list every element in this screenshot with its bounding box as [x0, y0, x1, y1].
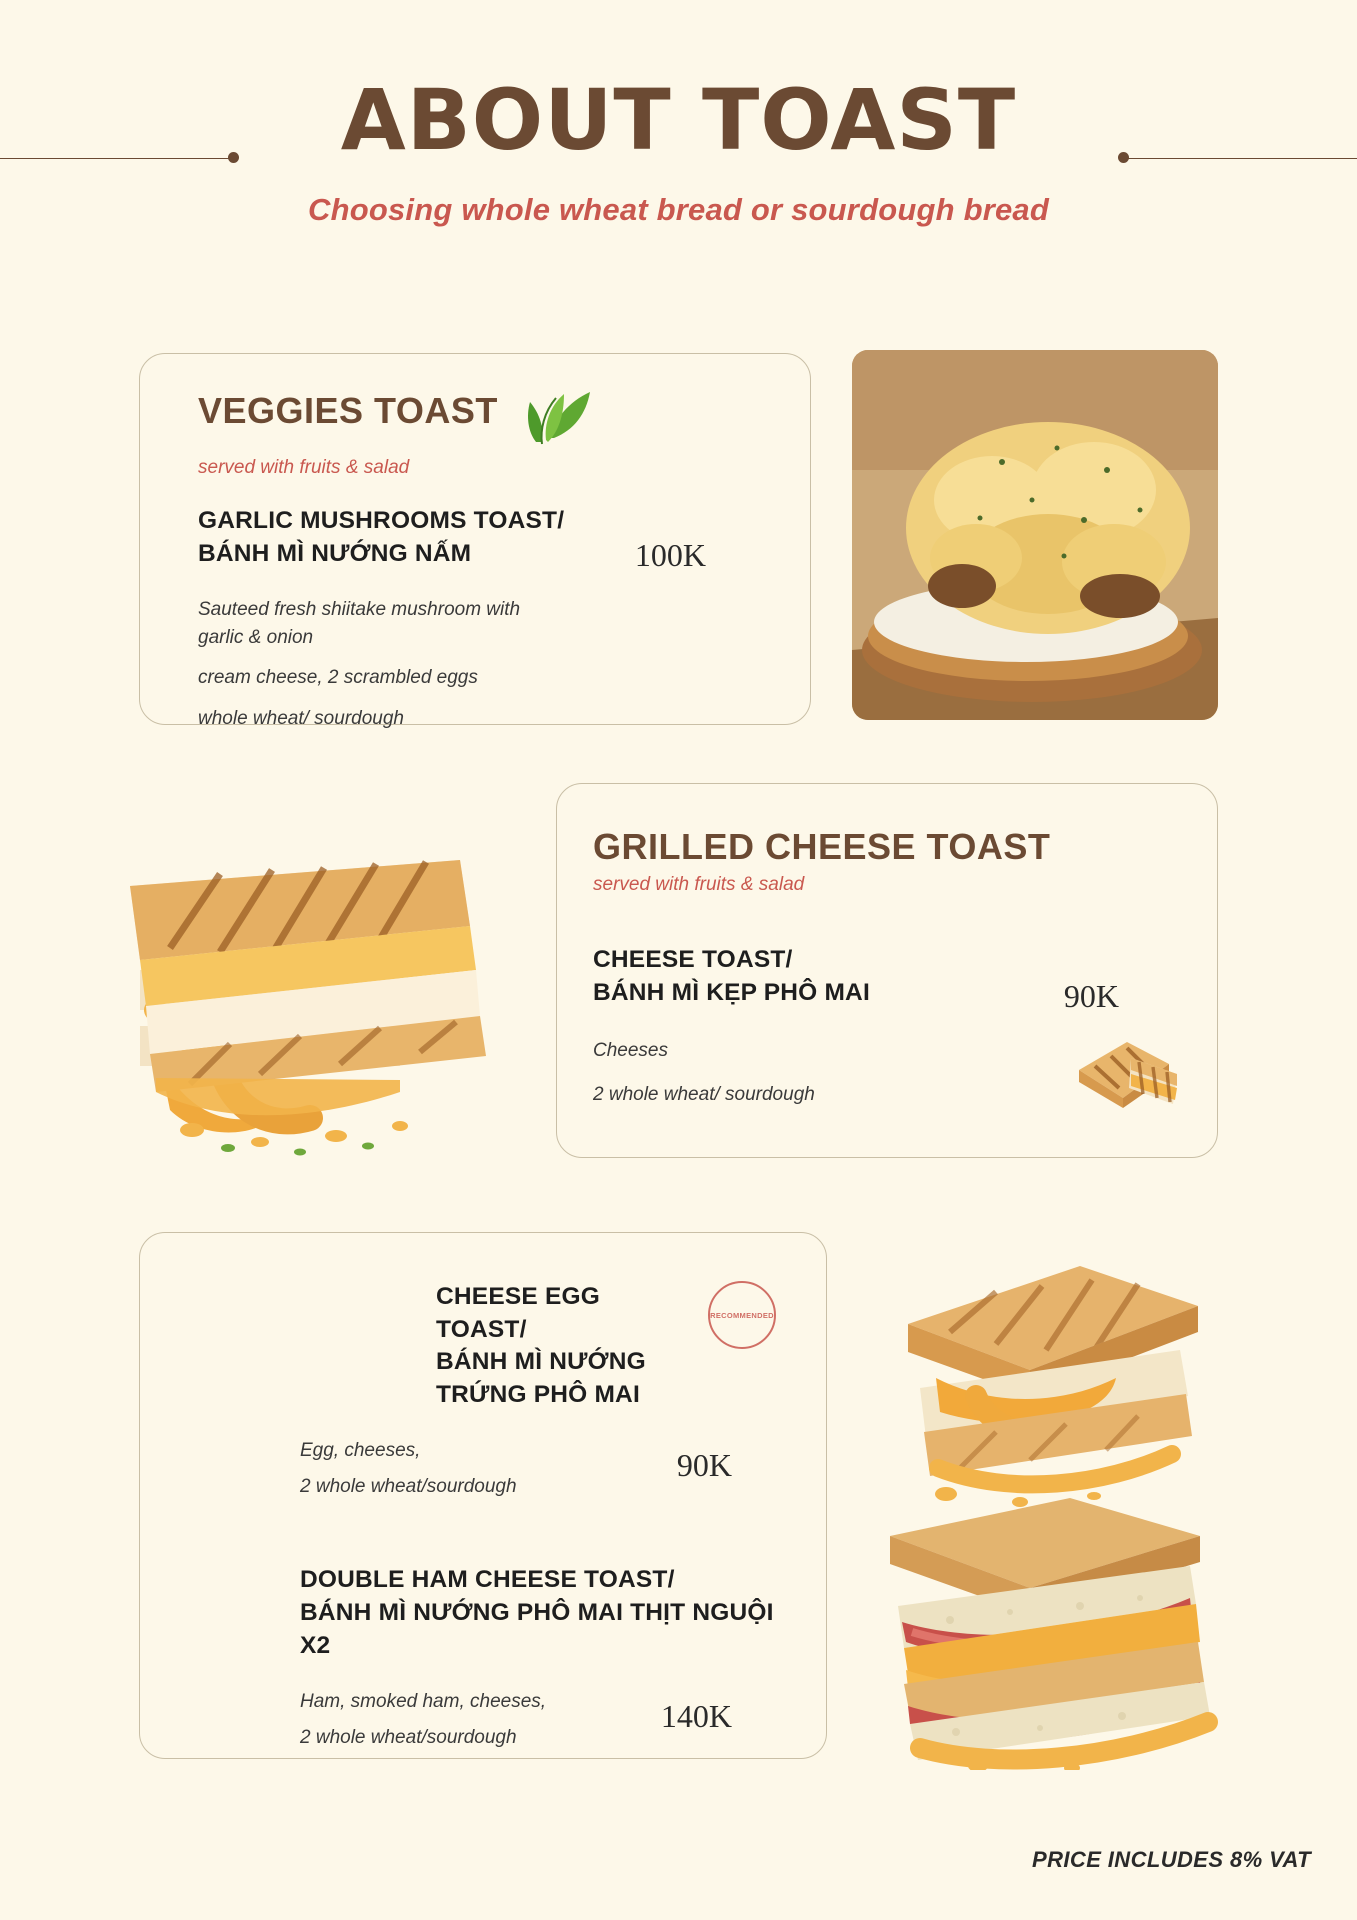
illustration-double-ham-cheese-toast [860, 1470, 1270, 1770]
section-served-note-grilled: served with fruits & salad [593, 874, 805, 895]
page-header [0, 0, 1357, 228]
recommended-badge: RECOMMENDED [708, 1281, 776, 1349]
item-name-line2: BÁNH MÌ NƯỚNG NẤM [198, 539, 472, 567]
section-served-note-veggies: served with fruits & salad [198, 457, 410, 478]
item-price: 90K [676, 1447, 732, 1484]
header-rule-right [1125, 158, 1357, 159]
item-price: 100K [634, 537, 706, 573]
item-desc-line2: 2 whole wheat/sourdough [300, 1726, 517, 1748]
menu-card-egg-ham-toast [139, 1232, 827, 1759]
vat-note: PRICE INCLUDES 8% VAT [1032, 1847, 1311, 1872]
item-desc-line1: Ham, smoked ham, cheeses, [300, 1691, 547, 1713]
grilled-cheese-sandwich-icon [1073, 1024, 1183, 1119]
header-rule-left [0, 158, 232, 159]
page-subtitle: Choosing whole wheat bread or sourdough bread [308, 192, 1049, 227]
herb-leaf-icon [520, 386, 596, 451]
item-name-line1: DOUBLE HAM CHEESE TOAST/ [300, 1566, 675, 1594]
section-title-veggies: VEGGIES TOAST [198, 390, 498, 431]
item-desc-line1: Egg, cheeses, [300, 1440, 421, 1462]
item-name-line2: BÁNH MÌ KẸP PHÔ MAI [593, 978, 870, 1006]
item-name-line1: CHEESE EGG TOAST/ [436, 1283, 601, 1343]
item-name-line2: BÁNH MÌ NƯỚNG PHÔ MAI THỊT NGUỘI X2 [300, 1598, 774, 1659]
item-desc-line2: garlic & onion [198, 626, 314, 648]
item-name-line1: CHEESE TOAST/ [593, 946, 793, 973]
item-desc-line3: cream cheese, 2 scrambled eggs [198, 667, 478, 689]
item-name-line2: BÁNH MÌ NƯỚNG TRỨNG PHÔ MAI [436, 1348, 646, 1408]
item-desc-line1: Cheeses [593, 1040, 668, 1061]
item-desc-line4: whole wheat/ sourdough [198, 707, 404, 729]
header-dot-left [228, 152, 239, 163]
page-title: ABOUT TOAST [340, 71, 1017, 169]
illustration-grilled-cheese-stack [100, 830, 540, 1170]
section-title-grilled-cheese: GRILLED CHEESE TOAST [593, 826, 1051, 867]
item-name-line1: GARLIC MUSHROOMS TOAST/ [198, 507, 565, 534]
item-price: 140K [660, 1698, 732, 1735]
item-desc-line2: 2 whole wheat/sourdough [300, 1475, 517, 1497]
item-price: 90K [1063, 978, 1119, 1014]
item-desc-line2: 2 whole wheat/ sourdough [593, 1083, 815, 1105]
header-dot-right [1118, 152, 1129, 163]
illustration-cheese-egg-toast [880, 1228, 1260, 1508]
item-desc-line1: Sauteed fresh shiitake mushroom with [198, 599, 521, 620]
menu-card-grilled-cheese-toast [556, 783, 1218, 1158]
photo-garlic-mushrooms-toast [852, 350, 1218, 720]
menu-card-veggies-toast [139, 353, 811, 729]
